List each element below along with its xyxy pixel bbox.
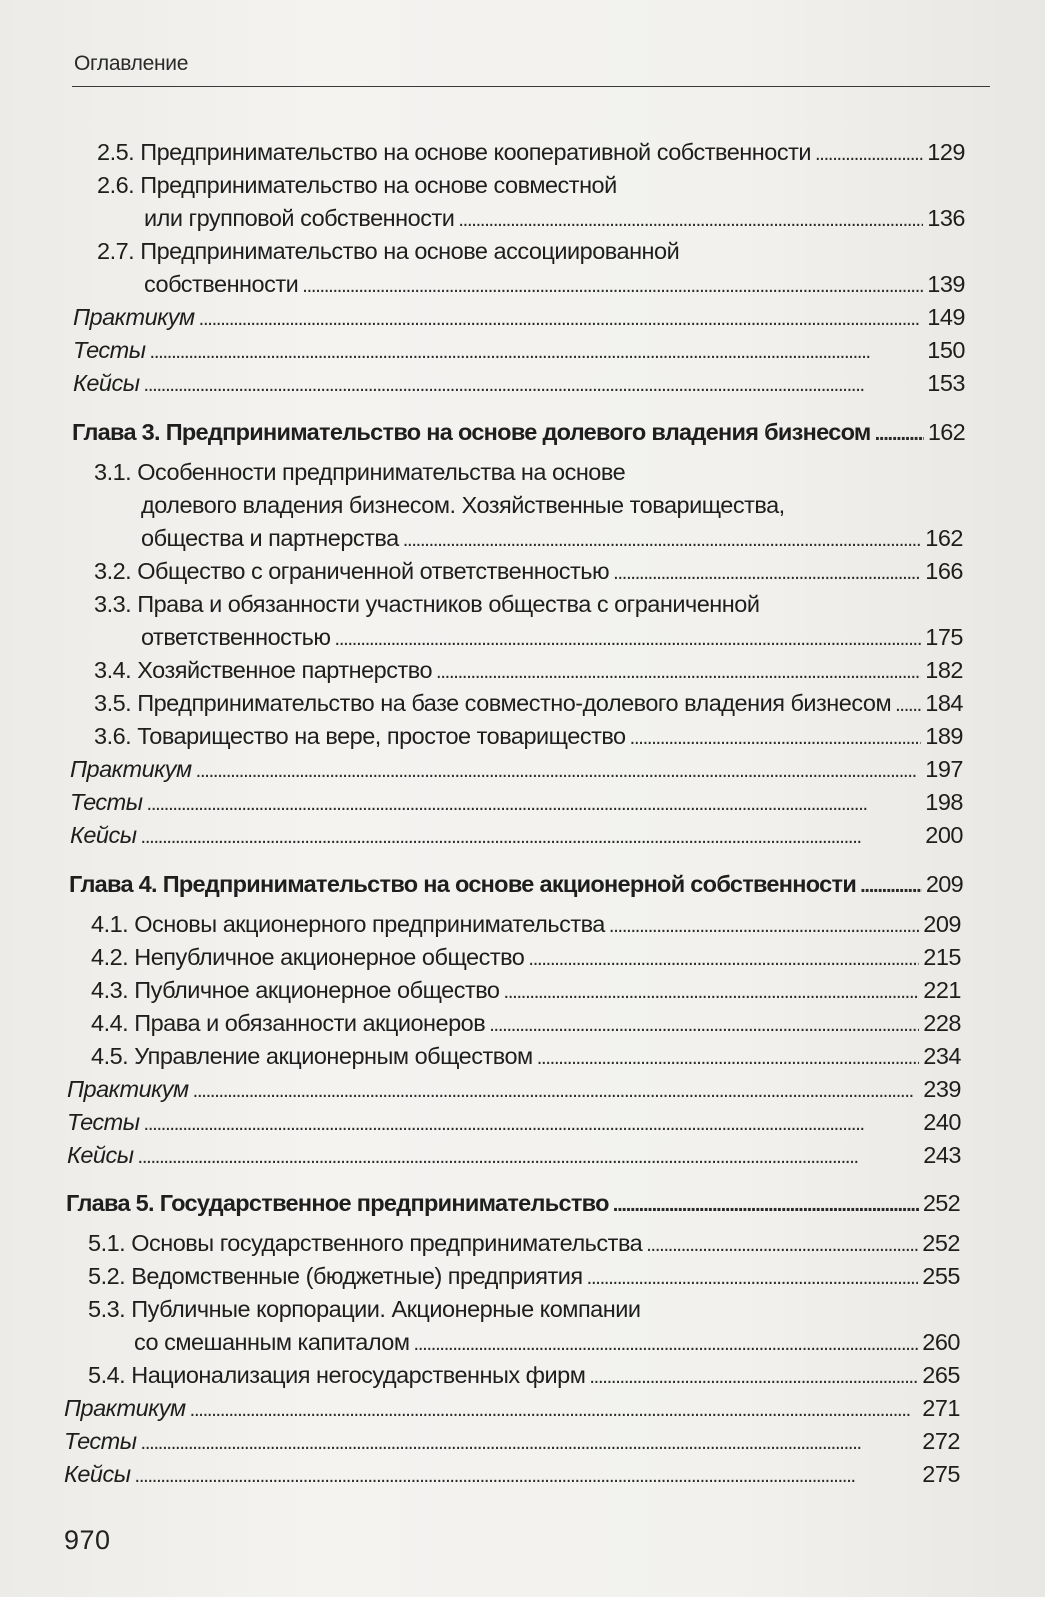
toc-entry-3-6 <box>94 720 963 755</box>
toc-entry-label: или групповой собственности <box>144 205 455 231</box>
toc-page-number: 182 <box>925 657 963 683</box>
toc-entry-ch3-cases <box>70 819 963 854</box>
leader-dots <box>815 136 923 171</box>
toc-entry-label: Тесты <box>73 337 146 363</box>
leader-dots <box>414 1326 919 1361</box>
toc-page-number: 209 <box>923 911 961 937</box>
toc-entry-label: Кейсы <box>64 1461 131 1487</box>
toc-entry-2-6-line1: 2.6. Предпринимательство на основе совместной <box>97 172 617 198</box>
toc-entry-3-1-line1: 3.1. Особенности предпринимательства на основе <box>94 459 626 485</box>
toc-chapter-5 <box>66 1187 960 1222</box>
leader-dots <box>589 1359 918 1394</box>
toc-entry-4-2 <box>91 941 961 976</box>
toc-entry-4-5 <box>91 1040 961 1075</box>
leader-dots <box>860 868 922 903</box>
toc-page-number: 139 <box>927 271 965 297</box>
leader-dots <box>138 1139 920 1174</box>
toc-entry-label: 4.5. Управление акционерным обществом <box>91 1043 533 1069</box>
toc-entry-label: 3.6. Товарищество на вере, простое товарищество <box>94 723 626 749</box>
toc-page-number: 272 <box>922 1428 960 1454</box>
toc-page-number: 197 <box>925 756 963 782</box>
leader-dots <box>199 301 924 336</box>
toc-page-number: 209 <box>925 871 963 897</box>
chapter-title: Глава 4. Предпринимательство на основе акционерной собственности <box>69 871 857 897</box>
toc-page-number: 275 <box>922 1461 960 1487</box>
leader-dots <box>489 1007 919 1042</box>
toc-entry-2-7-line1: 2.7. Предпринимательство на основе ассоциированной <box>97 238 680 264</box>
toc-entry-label: 2.5. Предпринимательство на основе кооперативной собственности <box>97 139 811 165</box>
leader-dots <box>875 416 924 451</box>
leader-dots <box>528 941 919 976</box>
leader-dots <box>403 522 922 557</box>
toc-chapter-4 <box>69 868 963 903</box>
toc-entry-label: общества и партнерства <box>141 525 399 551</box>
toc-entry-label: 4.1. Основы акционерного предпринимательства <box>91 911 605 937</box>
toc-entry-3-1-line2: долевого владения бизнесом. Хозяйственные товарищества, <box>141 492 785 518</box>
chapter-title: Глава 3. Предпринимательство на основе долевого владения бизнесом <box>72 419 871 445</box>
toc-entry-ch2-tests <box>73 334 965 369</box>
leader-dots <box>193 1073 920 1108</box>
toc-entry-5-2 <box>88 1260 960 1295</box>
toc-entry-ch5-practicum <box>64 1392 960 1427</box>
toc-entry-label: 5.2. Ведомственные (бюджетные) предприятия <box>88 1263 583 1289</box>
leader-dots <box>587 1260 919 1295</box>
toc-page-number: 149 <box>927 304 965 330</box>
toc-entry-label: Практикум <box>67 1076 189 1102</box>
leader-dots <box>144 1106 920 1141</box>
toc-entry-label: 4.3. Публичное акционерное общество <box>91 977 500 1003</box>
toc-page-number: 215 <box>923 944 961 970</box>
leader-dots <box>609 908 919 943</box>
toc-entry-5-3 <box>134 1326 960 1361</box>
toc-entry-label: Тесты <box>67 1109 140 1135</box>
toc-entry-label: Тесты <box>64 1428 137 1454</box>
toc-page-number: 271 <box>922 1395 960 1421</box>
toc-page-number: 243 <box>923 1142 961 1168</box>
chapter-title: Глава 5. Государственное предпринимательство <box>66 1190 609 1216</box>
toc-entry-ch3-practicum <box>70 753 963 788</box>
leader-dots <box>302 268 923 303</box>
toc-entry-2-6 <box>144 202 965 237</box>
toc-entry-label: Кейсы <box>70 822 137 848</box>
leader-dots <box>613 1187 919 1222</box>
leader-dots <box>436 654 921 689</box>
leader-dots <box>630 720 922 755</box>
toc-entry-2-7 <box>144 268 965 303</box>
toc-entry-label: 3.5. Предпринимательство на базе совместно-долевого владения бизнесом <box>94 690 892 716</box>
toc-page-number: 198 <box>925 789 963 815</box>
leader-dots <box>537 1040 920 1075</box>
toc-entry-3-2 <box>94 555 963 590</box>
toc-entry-label: 4.2. Непубличное акционерное общество <box>91 944 525 970</box>
toc-entry-4-3 <box>91 974 961 1009</box>
toc-entry-ch4-tests <box>67 1106 961 1141</box>
toc-entry-5-3-line1: 5.3. Публичные корпорации. Акционерные компании <box>88 1296 641 1322</box>
toc-page-number: 175 <box>925 624 963 650</box>
leader-dots <box>458 202 923 237</box>
toc-entry-5-1 <box>88 1227 960 1262</box>
toc-page-number: 252 <box>922 1190 960 1216</box>
toc-entry-label: собственности <box>144 271 299 297</box>
toc-page-number: 221 <box>923 977 961 1003</box>
toc-page-number: 265 <box>922 1362 960 1388</box>
toc-entry-label: Практикум <box>70 756 192 782</box>
toc-entry-ch2-cases <box>73 367 965 402</box>
toc-entry-ch4-cases <box>67 1139 961 1174</box>
toc-page-number: 228 <box>923 1010 961 1036</box>
toc-entry-3-5 <box>94 687 963 722</box>
leader-dots <box>150 334 924 369</box>
toc-entry-label: 3.2. Общество с ограниченной ответственностью <box>94 558 610 584</box>
toc-entry-label: со смешанным капиталом <box>134 1329 410 1355</box>
leader-dots <box>190 1392 919 1427</box>
toc-page-number: 260 <box>922 1329 960 1355</box>
toc-entry-label: ответственностью <box>141 624 331 650</box>
toc-page-number: 240 <box>923 1109 961 1135</box>
toc-entry-4-4 <box>91 1007 961 1042</box>
toc-entry-ch4-practicum <box>67 1073 961 1108</box>
toc-page-number: 162 <box>925 525 963 551</box>
toc-entry-3-3-line1: 3.3. Права и обязанности участников общества с ограниченной <box>94 591 760 617</box>
leader-dots <box>135 1458 919 1493</box>
leader-dots <box>504 974 920 1009</box>
toc-entry-2-5 <box>97 136 965 171</box>
toc-page-number: 153 <box>927 370 965 396</box>
toc-entry-ch2-practicum <box>73 301 965 336</box>
toc-entry-3-1 <box>141 522 963 557</box>
toc-entry-label: 3.4. Хозяйственное партнерство <box>94 657 433 683</box>
toc-entry-label: Кейсы <box>67 1142 134 1168</box>
toc-page-number: 255 <box>922 1263 960 1289</box>
toc-entry-label: Кейсы <box>73 370 140 396</box>
leader-dots <box>646 1227 918 1262</box>
page-number: 970 <box>64 1525 111 1555</box>
toc-page-number: 162 <box>927 419 965 445</box>
toc-page-number: 150 <box>927 337 965 363</box>
toc-entry-3-4 <box>94 654 963 689</box>
leader-dots <box>147 786 922 821</box>
toc-entry-ch5-cases <box>64 1458 960 1493</box>
toc-entry-label: Практикум <box>73 304 195 330</box>
toc-entry-label: Практикум <box>64 1395 186 1421</box>
leader-dots <box>144 367 924 402</box>
leader-dots <box>613 555 921 590</box>
toc-entry-4-1 <box>91 908 961 943</box>
toc-page-number: 234 <box>923 1043 961 1069</box>
leader-dots <box>141 1425 919 1460</box>
toc-entry-label: 5.4. Национализация негосударственных фирм <box>88 1362 586 1388</box>
toc-entry-label: Тесты <box>70 789 143 815</box>
leader-dots <box>335 621 922 656</box>
leader-dots <box>196 753 922 788</box>
toc-page-number: 184 <box>925 690 963 716</box>
toc-page-number: 189 <box>925 723 963 749</box>
toc-page-number: 129 <box>927 139 965 165</box>
toc-page-number: 166 <box>925 558 963 584</box>
toc-page-number: 200 <box>925 822 963 848</box>
running-head: Оглавление <box>74 52 189 75</box>
toc-chapter-3 <box>72 416 965 451</box>
toc-entry-label: 4.4. Права и обязанности акционеров <box>91 1010 486 1036</box>
toc-entry-ch3-tests <box>70 786 963 821</box>
toc-page-number: 136 <box>927 205 965 231</box>
leader-dots <box>141 819 922 854</box>
toc-page-number: 252 <box>922 1230 960 1256</box>
toc-entry-5-4 <box>88 1359 960 1394</box>
toc-entry-ch5-tests <box>64 1425 960 1460</box>
toc-page-number: 239 <box>923 1076 961 1102</box>
toc-entry-3-3 <box>141 621 963 656</box>
leader-dots <box>895 687 921 722</box>
toc-entry-label: 5.1. Основы государственного предпринимательства <box>88 1230 643 1256</box>
